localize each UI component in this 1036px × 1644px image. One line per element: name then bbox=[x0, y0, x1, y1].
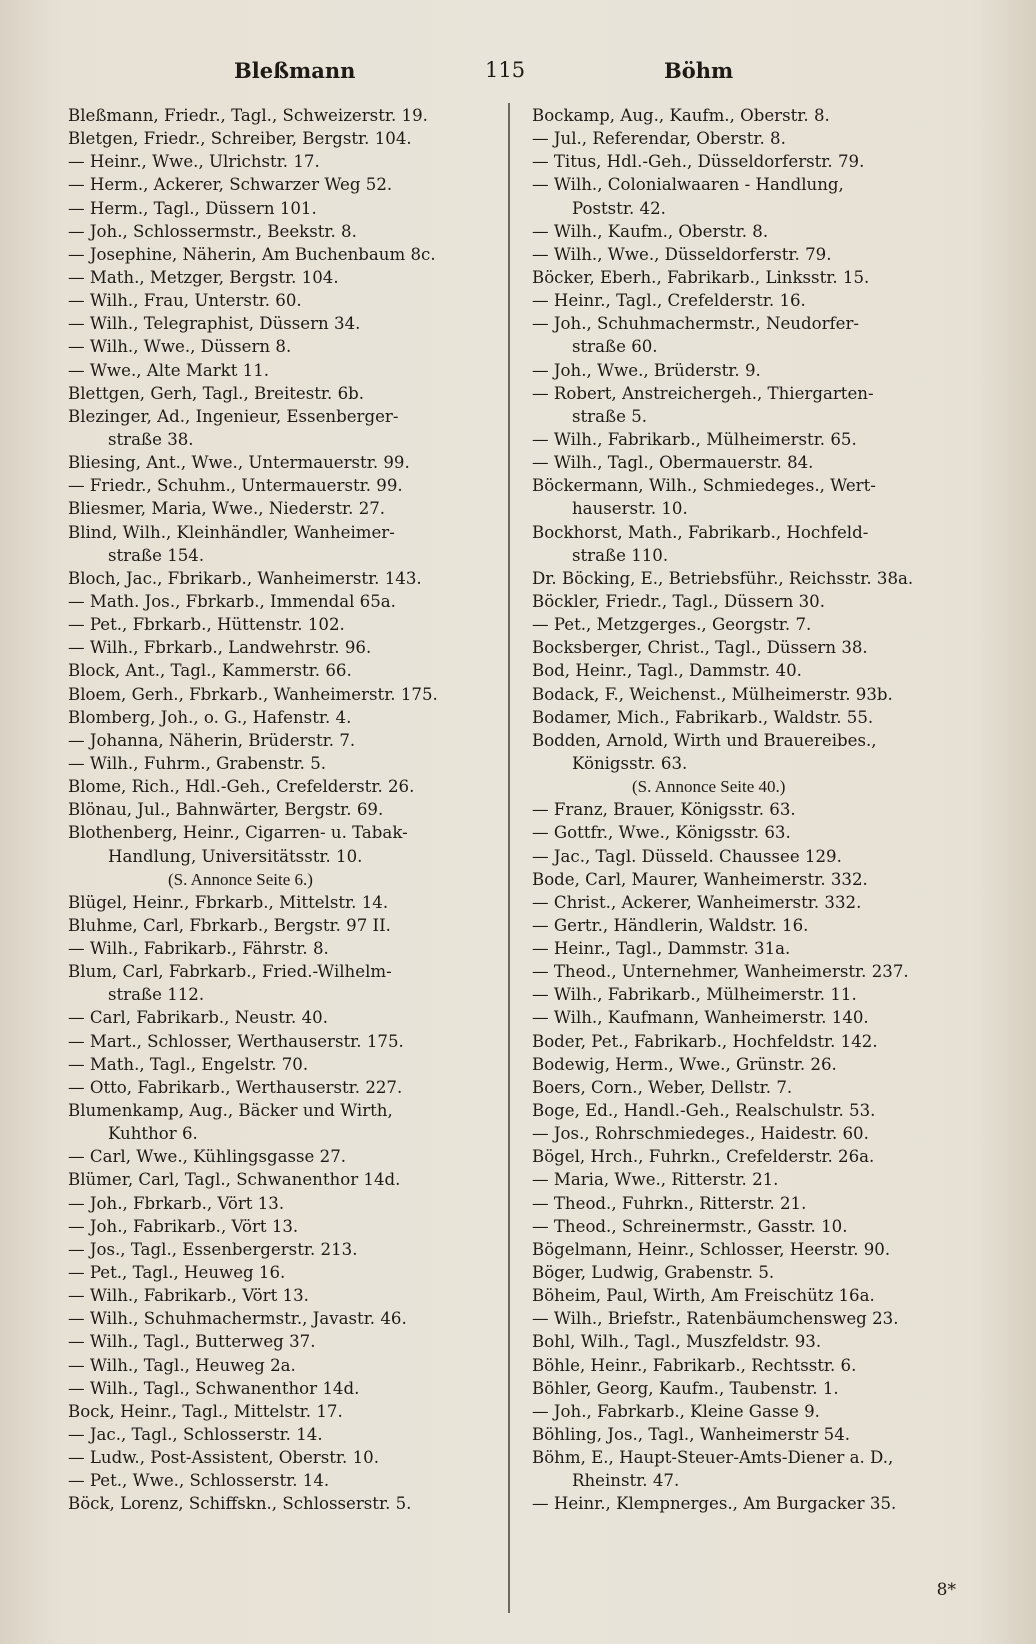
directory-entry: — Wilh., Tagl., Schwanenthor 14d. bbox=[68, 1378, 360, 1398]
entry-continuation: Königsstr. 63. bbox=[572, 753, 688, 773]
entry-continuation: straße 112. bbox=[108, 985, 205, 1005]
directory-entry: — Wilh., Fabrikarb., Mülheimerstr. 11. bbox=[532, 985, 857, 1005]
directory-entry: Bock, Heinr., Tagl., Mittelstr. 17. bbox=[68, 1401, 343, 1421]
directory-entry: Bloch, Jac., Fbrikarb., Wanheimerstr. 143. bbox=[68, 568, 422, 588]
directory-entry: — Johanna, Näherin, Brüderstr. 7. bbox=[68, 730, 356, 750]
directory-entry: Böger, Ludwig, Grabenstr. 5. bbox=[532, 1263, 775, 1283]
directory-entry: Bodamer, Mich., Fabrikarb., Waldstr. 55. bbox=[532, 707, 874, 727]
directory-entry: — Titus, Hdl.-Geh., Düsseldorferstr. 79. bbox=[532, 152, 865, 172]
entry-continuation: straße 110. bbox=[572, 545, 669, 565]
directory-entry: — Wilh., Tagl., Obermauerstr. 84. bbox=[532, 453, 814, 473]
directory-entry: Bode, Carl, Maurer, Wanheimerstr. 332. bbox=[532, 869, 868, 889]
directory-entry: — Math. Jos., Fbrkarb., Immendal 65a. bbox=[68, 591, 396, 611]
directory-entry: — Herm., Tagl., Düssern 101. bbox=[68, 198, 317, 218]
directory-entry: Bögel, Hrch., Fuhrkn., Crefelderstr. 26a. bbox=[532, 1147, 875, 1167]
directory-entry: — Joh., Wwe., Brüderstr. 9. bbox=[532, 360, 761, 380]
directory-entry: — Wilh., Kaufmann, Wanheimerstr. 140. bbox=[532, 1008, 869, 1028]
left-column bbox=[68, 104, 508, 1516]
directory-entry: — Wilh., Wwe., Düssern 8. bbox=[68, 337, 292, 357]
sheet-signature: 8* bbox=[936, 1580, 956, 1600]
directory-entry: Blönau, Jul., Bahnwärter, Bergstr. 69. bbox=[68, 800, 384, 820]
directory-entry: Boers, Corn., Weber, Dellstr. 7. bbox=[532, 1077, 793, 1097]
directory-entry: — Heinr., Tagl., Dammstr. 31a. bbox=[532, 939, 791, 959]
directory-entry: Blettgen, Gerh, Tagl., Breitestr. 6b. bbox=[68, 383, 365, 403]
entry-continuation: straße 154. bbox=[108, 545, 205, 565]
directory-entry: — Mart., Schlosser, Werthauserstr. 175. bbox=[68, 1031, 404, 1051]
directory-entry: Bockamp, Aug., Kaufm., Oberstr. 8. bbox=[532, 106, 830, 125]
directory-entry: — Heinr., Wwe., Ulrichstr. 17. bbox=[68, 152, 320, 172]
directory-entry: Bleßmann, Friedr., Tagl., Schweizerstr. 19. bbox=[68, 106, 428, 125]
directory-entry: Blomberg, Joh., o. G., Hafenstr. 4. bbox=[68, 707, 352, 727]
directory-entry: — Joh., Schuhmachermstr., Neudorfer- bbox=[532, 314, 860, 334]
directory-entry: — Wilh., Kaufm., Oberstr. 8. bbox=[532, 221, 769, 241]
directory-entry: — Pet., Wwe., Schlosserstr. 14. bbox=[68, 1471, 330, 1491]
directory-entry: — Jac., Tagl., Schlosserstr. 14. bbox=[68, 1425, 323, 1445]
directory-entry: — Pet., Tagl., Heuweg 16. bbox=[68, 1263, 286, 1283]
directory-entry: — Pet., Metzgerges., Georgstr. 7. bbox=[532, 615, 812, 635]
annonce-reference: (S. Annonce Seite 40.) bbox=[632, 777, 786, 797]
directory-entry: — Franz, Brauer, Königsstr. 63. bbox=[532, 800, 796, 820]
directory-entry: — Christ., Ackerer, Wanheimerstr. 332. bbox=[532, 892, 862, 912]
directory-entry: Böhler, Georg, Kaufm., Taubenstr. 1. bbox=[532, 1378, 839, 1398]
directory-entry: — Friedr., Schuhm., Untermauerstr. 99. bbox=[68, 476, 403, 496]
directory-entry: — Wilh., Tagl., Heuweg 2a. bbox=[68, 1355, 296, 1375]
entry-continuation: Kuhthor 6. bbox=[108, 1124, 198, 1144]
directory-entry: — Wwe., Alte Markt 11. bbox=[68, 360, 270, 380]
directory-entry: — Math., Tagl., Engelstr. 70. bbox=[68, 1054, 309, 1074]
directory-entry: — Wilh., Fabrikarb., Fährstr. 8. bbox=[68, 939, 329, 959]
directory-entry: — Gertr., Händlerin, Waldstr. 16. bbox=[532, 915, 809, 935]
directory-entry: Böhm, E., Haupt-Steuer-Amts-Diener a. D., bbox=[532, 1448, 894, 1468]
directory-entry: Blind, Wilh., Kleinhändler, Wanheimer- bbox=[68, 522, 395, 542]
directory-entry: — Carl, Wwe., Kühlingsgasse 27. bbox=[68, 1147, 347, 1167]
directory-entry: — Jos., Tagl., Essenbergerstr. 213. bbox=[68, 1239, 358, 1259]
directory-entry: Böck, Lorenz, Schiffskn., Schlosserstr. 5. bbox=[68, 1494, 412, 1514]
directory-entry: — Robert, Anstreichergeh., Thiergarten- bbox=[532, 383, 874, 403]
header-left-catchword: Bleßmann bbox=[234, 58, 356, 83]
directory-entry: Böcker, Eberh., Fabrikarb., Linksstr. 15. bbox=[532, 267, 870, 287]
directory-entry: — Wilh., Telegraphist, Düssern 34. bbox=[68, 314, 361, 334]
directory-entry: Bletgen, Friedr., Schreiber, Bergstr. 104. bbox=[68, 129, 412, 149]
directory-entry: — Maria, Wwe., Ritterstr. 21. bbox=[532, 1170, 779, 1190]
directory-entry: — Carl, Fabrikarb., Neustr. 40. bbox=[68, 1008, 328, 1028]
directory-entry: — Joh., Fbrkarb., Vört 13. bbox=[68, 1193, 285, 1213]
directory-entry: — Ludw., Post-Assistent, Oberstr. 10. bbox=[68, 1448, 379, 1468]
directory-entry: Blothenberg, Heinr., Cigarren- u. Tabak- bbox=[68, 823, 408, 843]
column-divider bbox=[508, 103, 510, 1613]
directory-entry: Böhling, Jos., Tagl., Wanheimerstr 54. bbox=[532, 1425, 851, 1445]
directory-entry: — Wilh., Tagl., Butterweg 37. bbox=[68, 1332, 316, 1352]
directory-entry: Bögelmann, Heinr., Schlosser, Heerstr. 90. bbox=[532, 1239, 891, 1259]
header-right-catchword: Böhm bbox=[664, 58, 734, 83]
directory-entry: — Wilh., Wwe., Düsseldorferstr. 79. bbox=[532, 244, 832, 264]
directory-entry: Bliesing, Ant., Wwe., Untermauerstr. 99. bbox=[68, 453, 410, 473]
page-number: 115 bbox=[485, 58, 526, 82]
directory-entry: Blum, Carl, Fabrkarb., Fried.-Wilhelm- bbox=[68, 962, 392, 982]
directory-entry: — Wilh., Schuhmachermstr., Javastr. 46. bbox=[68, 1309, 407, 1329]
entry-continuation: Rheinstr. 47. bbox=[572, 1471, 680, 1491]
directory-entry: Bloem, Gerh., Fbrkarb., Wanheimerstr. 175. bbox=[68, 684, 438, 704]
directory-entry: Blezinger, Ad., Ingenieur, Essenberger- bbox=[68, 406, 399, 426]
directory-entry: — Wilh., Fabrikarb., Vört 13. bbox=[68, 1286, 309, 1306]
directory-entry: Bodden, Arnold, Wirth und Brauereibes., bbox=[532, 730, 877, 750]
page-header bbox=[0, 58, 1036, 92]
directory-entry: Bliesmer, Maria, Wwe., Niederstr. 27. bbox=[68, 499, 386, 519]
directory-entry: — Theod., Fuhrkn., Ritterstr. 21. bbox=[532, 1193, 807, 1213]
directory-entry: Böckler, Friedr., Tagl., Düssern 30. bbox=[532, 591, 825, 611]
directory-entry: Böheim, Paul, Wirth, Am Freischütz 16a. bbox=[532, 1286, 875, 1306]
entry-continuation: straße 5. bbox=[572, 406, 648, 426]
directory-entry: Blumenkamp, Aug., Bäcker und Wirth, bbox=[68, 1101, 393, 1121]
directory-entry: — Jac., Tagl. Düsseld. Chaussee 129. bbox=[532, 846, 842, 866]
directory-entry: Bod, Heinr., Tagl., Dammstr. 40. bbox=[532, 661, 802, 681]
entry-continuation: Poststr. 42. bbox=[572, 198, 666, 218]
directory-entry: — Wilh., Colonialwaaren - Handlung, bbox=[532, 175, 844, 195]
right-column bbox=[532, 104, 972, 1516]
directory-entry: Blügel, Heinr., Fbrkarb., Mittelstr. 14. bbox=[68, 892, 389, 912]
directory-entry: — Joh., Fabrikarb., Vört 13. bbox=[68, 1216, 299, 1236]
directory-entry: Boder, Pet., Fabrikarb., Hochfeldstr. 142. bbox=[532, 1031, 878, 1051]
directory-entry: Bohl, Wilh., Tagl., Muszfeldstr. 93. bbox=[532, 1332, 822, 1352]
directory-entry: — Gottfr., Wwe., Königsstr. 63. bbox=[532, 823, 791, 843]
directory-entry: Dr. Böcking, E., Betriebsführ., Reichsstr. 38a. bbox=[532, 568, 914, 588]
directory-entry: Blome, Rich., Hdl.-Geh., Crefelderstr. 26. bbox=[68, 777, 415, 797]
directory-entry: — Wilh., Fabrikarb., Mülheimerstr. 65. bbox=[532, 429, 857, 449]
directory-entry: Bodack, F., Weichenst., Mülheimerstr. 93b. bbox=[532, 684, 893, 704]
directory-entry: Boge, Ed., Handl.-Geh., Realschulstr. 53. bbox=[532, 1101, 876, 1121]
directory-entry: — Josephine, Näherin, Am Buchenbaum 8c. bbox=[68, 244, 436, 264]
directory-entry: — Theod., Schreinermstr., Gasstr. 10. bbox=[532, 1216, 848, 1236]
directory-entry: Bluhme, Carl, Fbrkarb., Bergstr. 97 II. bbox=[68, 915, 391, 935]
directory-entry: — Wilh., Fuhrm., Grabenstr. 5. bbox=[68, 753, 327, 773]
directory-entry: Bockhorst, Math., Fabrikarb., Hochfeld- bbox=[532, 522, 869, 542]
entry-continuation: Handlung, Universitätsstr. 10. bbox=[108, 846, 363, 866]
directory-entry: Blümer, Carl, Tagl., Schwanenthor 14d. bbox=[68, 1170, 401, 1190]
directory-entry: — Heinr., Klempnerges., Am Burgacker 35. bbox=[532, 1494, 897, 1514]
directory-entry: — Math., Metzger, Bergstr. 104. bbox=[68, 267, 339, 287]
directory-entry: — Wilh., Briefstr., Ratenbäumchensweg 23. bbox=[532, 1309, 899, 1329]
directory-entry: Bocksberger, Christ., Tagl., Düssern 38. bbox=[532, 638, 868, 658]
directory-entry: — Wilh., Frau, Unterstr. 60. bbox=[68, 291, 302, 311]
directory-entry: — Pet., Fbrkarb., Hüttenstr. 102. bbox=[68, 615, 345, 635]
directory-entry: — Joh., Fabrkarb., Kleine Gasse 9. bbox=[532, 1401, 820, 1421]
directory-entry: Bodewig, Herm., Wwe., Grünstr. 26. bbox=[532, 1054, 837, 1074]
directory-entry: — Wilh., Fbrkarb., Landwehrstr. 96. bbox=[68, 638, 372, 658]
directory-entry: — Heinr., Tagl., Crefelderstr. 16. bbox=[532, 291, 806, 311]
directory-entry: — Jul., Referendar, Oberstr. 8. bbox=[532, 129, 786, 149]
entry-continuation: hauserstr. 10. bbox=[572, 499, 688, 519]
directory-entry: — Herm., Ackerer, Schwarzer Weg 52. bbox=[68, 175, 393, 195]
annonce-reference: (S. Annonce Seite 6.) bbox=[168, 869, 313, 889]
directory-entry: — Jos., Rohrschmiedeges., Haidestr. 60. bbox=[532, 1124, 869, 1144]
directory-entry: — Otto, Fabrikarb., Werthauserstr. 227. bbox=[68, 1077, 403, 1097]
directory-entry: Block, Ant., Tagl., Kammerstr. 66. bbox=[68, 661, 352, 681]
directory-entry: Böhle, Heinr., Fabrikarb., Rechtsstr. 6. bbox=[532, 1355, 857, 1375]
entry-continuation: straße 38. bbox=[108, 429, 194, 449]
directory-entry: — Theod., Unternehmer, Wanheimerstr. 237. bbox=[532, 962, 909, 982]
entry-continuation: straße 60. bbox=[572, 337, 658, 357]
directory-entry: — Joh., Schlossermstr., Beekstr. 8. bbox=[68, 221, 357, 241]
directory-entry: Böckermann, Wilh., Schmiedeges., Wert- bbox=[532, 476, 876, 496]
